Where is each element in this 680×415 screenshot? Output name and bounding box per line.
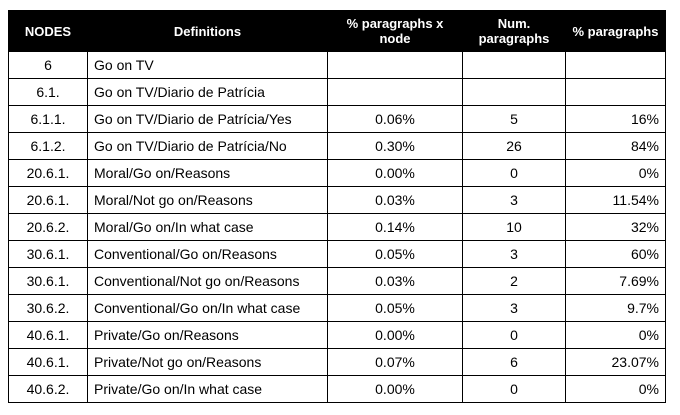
cell-pct-per-node: 0.07% xyxy=(328,349,463,376)
cell-node: 30.6.1. xyxy=(9,268,88,295)
cell-pct-per-node: 0.05% xyxy=(328,295,463,322)
cell-definition: Go on TV xyxy=(88,52,328,79)
cell-num-paragraphs: 0 xyxy=(463,160,566,187)
cell-node: 6 xyxy=(9,52,88,79)
cell-definition: Go on TV/Diario de Patrícia/No xyxy=(88,133,328,160)
table-body xyxy=(9,52,666,403)
header-pct-paragraphs: % paragraphs xyxy=(566,11,666,52)
cell-pct-per-node: 0.30% xyxy=(328,133,463,160)
table-container xyxy=(8,10,666,403)
table-row xyxy=(9,241,666,268)
cell-num-paragraphs: 2 xyxy=(463,268,566,295)
cell-definition: Private/Go on/In what case xyxy=(88,376,328,403)
cell-num-paragraphs: 10 xyxy=(463,214,566,241)
cell-definition: Moral/Go on/Reasons xyxy=(88,160,328,187)
cell-pct-per-node: 0.00% xyxy=(328,376,463,403)
cell-pct-paragraphs: 7.69% xyxy=(566,268,666,295)
cell-node: 40.6.2. xyxy=(9,376,88,403)
cell-num-paragraphs: 0 xyxy=(463,376,566,403)
cell-node: 30.6.1. xyxy=(9,241,88,268)
table-row xyxy=(9,106,666,133)
cell-pct-paragraphs: 11.54% xyxy=(566,187,666,214)
cell-definition: Private/Not go on/Reasons xyxy=(88,349,328,376)
table-row xyxy=(9,322,666,349)
cell-pct-paragraphs: 84% xyxy=(566,133,666,160)
cell-node: 20.6.1. xyxy=(9,160,88,187)
cell-pct-per-node: 0.00% xyxy=(328,160,463,187)
table-row xyxy=(9,214,666,241)
cell-definition: Go on TV/Diario de Patrícia xyxy=(88,79,328,106)
cell-definition: Moral/Go on/In what case xyxy=(88,214,328,241)
table-row xyxy=(9,268,666,295)
cell-node: 40.6.1. xyxy=(9,322,88,349)
cell-num-paragraphs: 6 xyxy=(463,349,566,376)
cell-num-paragraphs xyxy=(463,79,566,106)
cell-pct-per-node xyxy=(328,79,463,106)
cell-pct-paragraphs: 0% xyxy=(566,376,666,403)
cell-pct-paragraphs: 23.07% xyxy=(566,349,666,376)
cell-node: 20.6.2. xyxy=(9,214,88,241)
cell-node: 6.1. xyxy=(9,79,88,106)
cell-definition: Go on TV/Diario de Patrícia/Yes xyxy=(88,106,328,133)
header-pct-per-node: % paragraphs x node xyxy=(328,11,463,52)
cell-num-paragraphs xyxy=(463,52,566,79)
table-row xyxy=(9,133,666,160)
cell-pct-per-node xyxy=(328,52,463,79)
cell-pct-paragraphs: 9.7% xyxy=(566,295,666,322)
cell-pct-paragraphs: 0% xyxy=(566,322,666,349)
cell-pct-paragraphs: 32% xyxy=(566,214,666,241)
cell-definition: Conventional/Go on/In what case xyxy=(88,295,328,322)
table-row xyxy=(9,376,666,403)
cell-pct-per-node: 0.14% xyxy=(328,214,463,241)
cell-pct-per-node: 0.05% xyxy=(328,241,463,268)
cell-definition: Conventional/Not go on/Reasons xyxy=(88,268,328,295)
cell-definition: Conventional/Go on/Reasons xyxy=(88,241,328,268)
cell-pct-per-node: 0.03% xyxy=(328,268,463,295)
cell-num-paragraphs: 0 xyxy=(463,322,566,349)
cell-pct-per-node: 0.00% xyxy=(328,322,463,349)
header-definitions: Definitions xyxy=(88,11,328,52)
cell-pct-paragraphs: 60% xyxy=(566,241,666,268)
cell-pct-paragraphs xyxy=(566,52,666,79)
header-nodes: NODES xyxy=(9,11,88,52)
cell-node: 20.6.1. xyxy=(9,187,88,214)
cell-node: 6.1.2. xyxy=(9,133,88,160)
cell-definition: Private/Go on/Reasons xyxy=(88,322,328,349)
cell-pct-paragraphs: 0% xyxy=(566,160,666,187)
table-row xyxy=(9,187,666,214)
cell-node: 40.6.1. xyxy=(9,349,88,376)
cell-pct-per-node: 0.03% xyxy=(328,187,463,214)
table-row xyxy=(9,295,666,322)
cell-pct-paragraphs xyxy=(566,79,666,106)
header-row xyxy=(9,11,666,52)
cell-num-paragraphs: 3 xyxy=(463,241,566,268)
table-row xyxy=(9,79,666,106)
cell-pct-per-node: 0.06% xyxy=(328,106,463,133)
table-row xyxy=(9,160,666,187)
cell-num-paragraphs: 3 xyxy=(463,187,566,214)
cell-node: 30.6.2. xyxy=(9,295,88,322)
table-header xyxy=(9,11,666,52)
nodes-table xyxy=(8,10,666,403)
cell-definition: Moral/Not go on/Reasons xyxy=(88,187,328,214)
header-num-paragraphs: Num. paragraphs xyxy=(463,11,566,52)
cell-num-paragraphs: 5 xyxy=(463,106,566,133)
cell-num-paragraphs: 26 xyxy=(463,133,566,160)
table-row xyxy=(9,349,666,376)
cell-num-paragraphs: 3 xyxy=(463,295,566,322)
table-row xyxy=(9,52,666,79)
cell-pct-paragraphs: 16% xyxy=(566,106,666,133)
cell-node: 6.1.1. xyxy=(9,106,88,133)
